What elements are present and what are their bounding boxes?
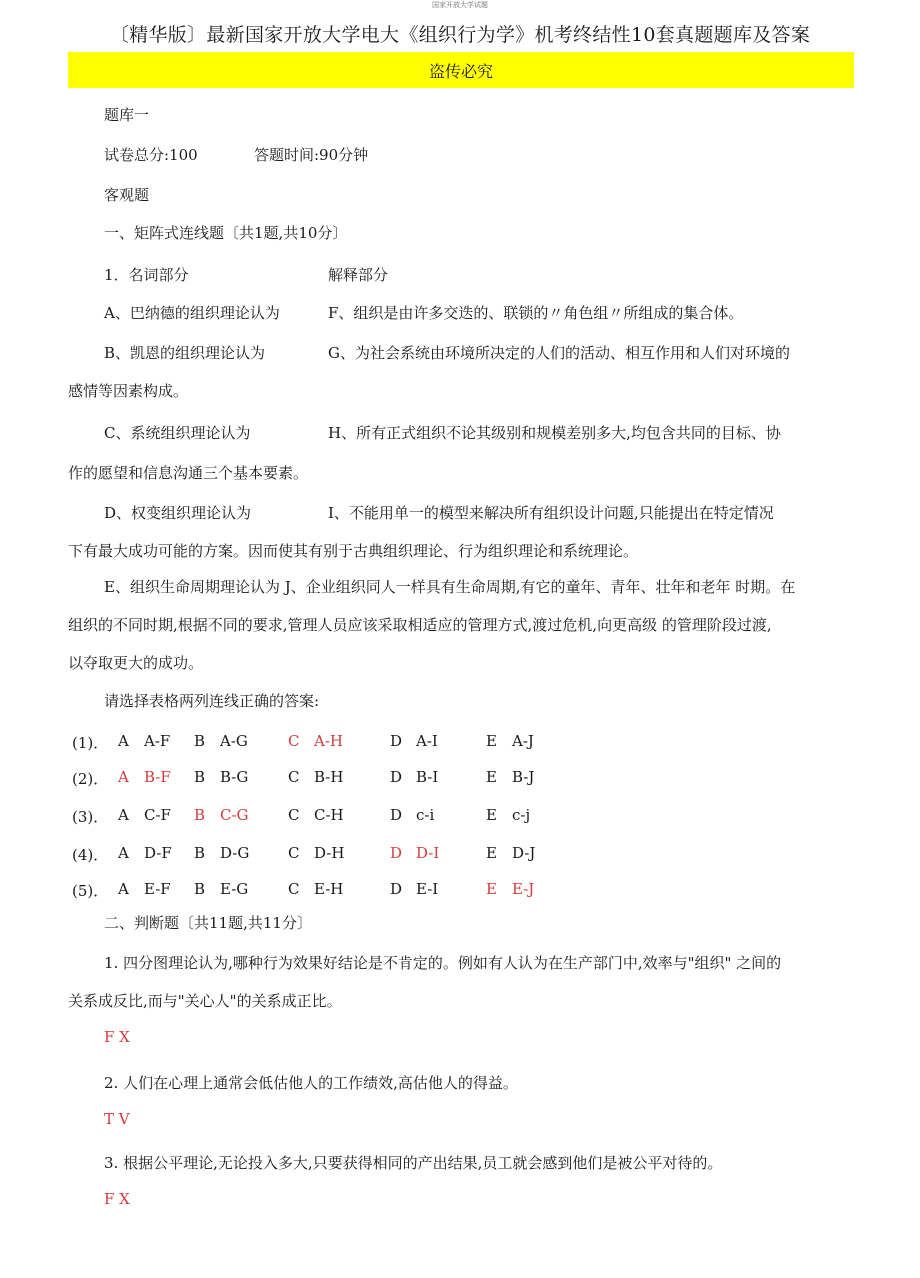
option-pair: B-I [416, 768, 439, 786]
option-pair: B-H [314, 768, 344, 786]
item-c-cont: 作的愿望和信息沟通三个基本要素。 [68, 464, 309, 482]
option-pair: E-F [144, 880, 171, 898]
option-letter: E [486, 806, 497, 824]
option-pair: A-G [220, 732, 248, 750]
banner-text: 盗传必究 [428, 62, 493, 81]
tf3-line1: 3. 根据公平理论,无论投入多大,只要获得相同的产出结果,员工就会感到他们是被公平对待的。 [104, 1154, 723, 1172]
tf2-answer: T V [104, 1110, 130, 1128]
option-letter: A [118, 732, 129, 750]
objective-label: 客观题 [104, 186, 150, 204]
option-pair: A-H [314, 732, 343, 750]
option-letter: B [194, 768, 206, 786]
option-letter: E [486, 844, 497, 862]
item-c-left: C、系统组织理论认为 [104, 424, 251, 442]
answer-row-number: (5)． [72, 882, 109, 900]
option-letter: E [486, 732, 497, 750]
option-pair: c-j [512, 806, 531, 824]
item-a-left: A、巴纳德的组织理论认为 [104, 304, 280, 322]
option-letter: B [194, 880, 206, 898]
option-pair: A-I [416, 732, 438, 750]
tf3-answer: F X [104, 1190, 130, 1208]
option-pair: D-J [512, 844, 536, 862]
section1-heading: 一、矩阵式连线题〔共1题,共10分〕 [104, 224, 348, 242]
item-e-line3: 以夺取更大的成功。 [68, 654, 204, 672]
item-d-cont: 下有最大成功可能的方案。因而使其有别于古典组织理论、行为组织理论和系统理论。 [68, 542, 639, 560]
answer-row-number: (2)． [72, 770, 109, 788]
tf1-line1: 1. 四分图理论认为,哪种行为效果好结论是不肯定的。例如有人认为在生产部门中,效率与"组织" 之间的 [104, 954, 782, 972]
option-letter: D [390, 806, 403, 824]
tf1-line2: 关系成反比,而与"关心人"的关系成正比。 [68, 992, 342, 1010]
item-d-left: D、权变组织理论认为 [104, 504, 252, 522]
option-pair: D-F [144, 844, 172, 862]
option-pair: D-H [314, 844, 345, 862]
item-b-right: G、为社会系统由环境所决定的人们的活动、相互作用和人们对环境的 [328, 344, 790, 362]
option-letter: A [118, 844, 129, 862]
option-letter: C [288, 880, 300, 898]
option-pair: B-G [220, 768, 249, 786]
option-pair: C-F [144, 806, 171, 824]
option-letter: A [118, 768, 129, 786]
option-letter: C [288, 806, 300, 824]
option-letter: C [288, 732, 300, 750]
tf2-line1: 2. 人们在心理上通常会低估他人的工作绩效,高估他人的得益。 [104, 1074, 518, 1092]
item-b-left: B、凯恩的组织理论认为 [104, 344, 266, 362]
item-d-right: I、不能用单一的模型来解决所有组织设计问题,只能提出在特定情况 [328, 504, 774, 522]
option-letter: D [390, 880, 403, 898]
answer-prompt: 请选择表格两列连线正确的答案: [104, 692, 320, 710]
item-e-line2: 组织的不同时期,根据不同的要求,管理人员应该采取相适应的管理方式,渡过危机,向更高级 的管理阶段过渡, [68, 616, 772, 634]
document-title: 〔精华版〕最新国家开放大学电大《组织行为学》机考终结性10套真题题库及答案 [109, 24, 811, 46]
option-letter: B [194, 806, 206, 824]
section2-heading: 二、判断题〔共11题,共11分〕 [104, 914, 312, 932]
option-letter: D [390, 768, 403, 786]
option-pair: B-J [512, 768, 535, 786]
option-letter: B [194, 844, 206, 862]
option-letter: E [486, 768, 497, 786]
total-score: 试卷总分:100 [104, 146, 198, 164]
bank-label: 题库一 [104, 106, 150, 124]
option-letter: A [118, 880, 129, 898]
option-pair: D-G [220, 844, 250, 862]
option-pair: E-G [220, 880, 249, 898]
answer-row-number: (4)． [72, 846, 109, 864]
banner [68, 52, 854, 88]
item-b-cont: 感情等因素构成。 [68, 382, 189, 400]
answer-row-number: (3)． [72, 808, 109, 826]
option-pair: E-J [512, 880, 535, 898]
option-letter: C [288, 768, 300, 786]
option-pair: B-F [144, 768, 171, 786]
option-letter: E [486, 880, 497, 898]
option-pair: E-H [314, 880, 344, 898]
tf1-answer: F X [104, 1028, 130, 1046]
item-e-line1: E、组织生命周期理论认为 J、企业组织同人一样具有生命周期,有它的童年、青年、壮年和老年 时期。在 [104, 578, 796, 596]
item-a-right: F、组织是由许多交迭的、联锁的〃角色组〃所组成的集合体。 [328, 304, 744, 322]
option-letter: C [288, 844, 300, 862]
option-letter: B [194, 732, 206, 750]
option-pair: E-I [416, 880, 439, 898]
option-letter: D [390, 844, 403, 862]
answer-row-number: (1)． [72, 734, 109, 752]
option-pair: C-G [220, 806, 249, 824]
q1-right-head: 解释部分 [328, 266, 389, 284]
option-letter: A [118, 806, 129, 824]
option-pair: D-I [416, 844, 440, 862]
exam-time: 答题时间:90分钟 [254, 146, 369, 164]
item-c-right: H、所有正式组织不论其级别和规模差别多大,均包含共同的目标、协 [328, 424, 781, 442]
page-header-small: 国家开放大学试题 [432, 1, 488, 9]
q1-left-head: 1．名词部分 [104, 266, 189, 284]
option-letter: D [390, 732, 403, 750]
option-pair: c-i [416, 806, 435, 824]
option-pair: A-J [512, 732, 534, 750]
option-pair: C-H [314, 806, 344, 824]
option-pair: A-F [144, 732, 171, 750]
